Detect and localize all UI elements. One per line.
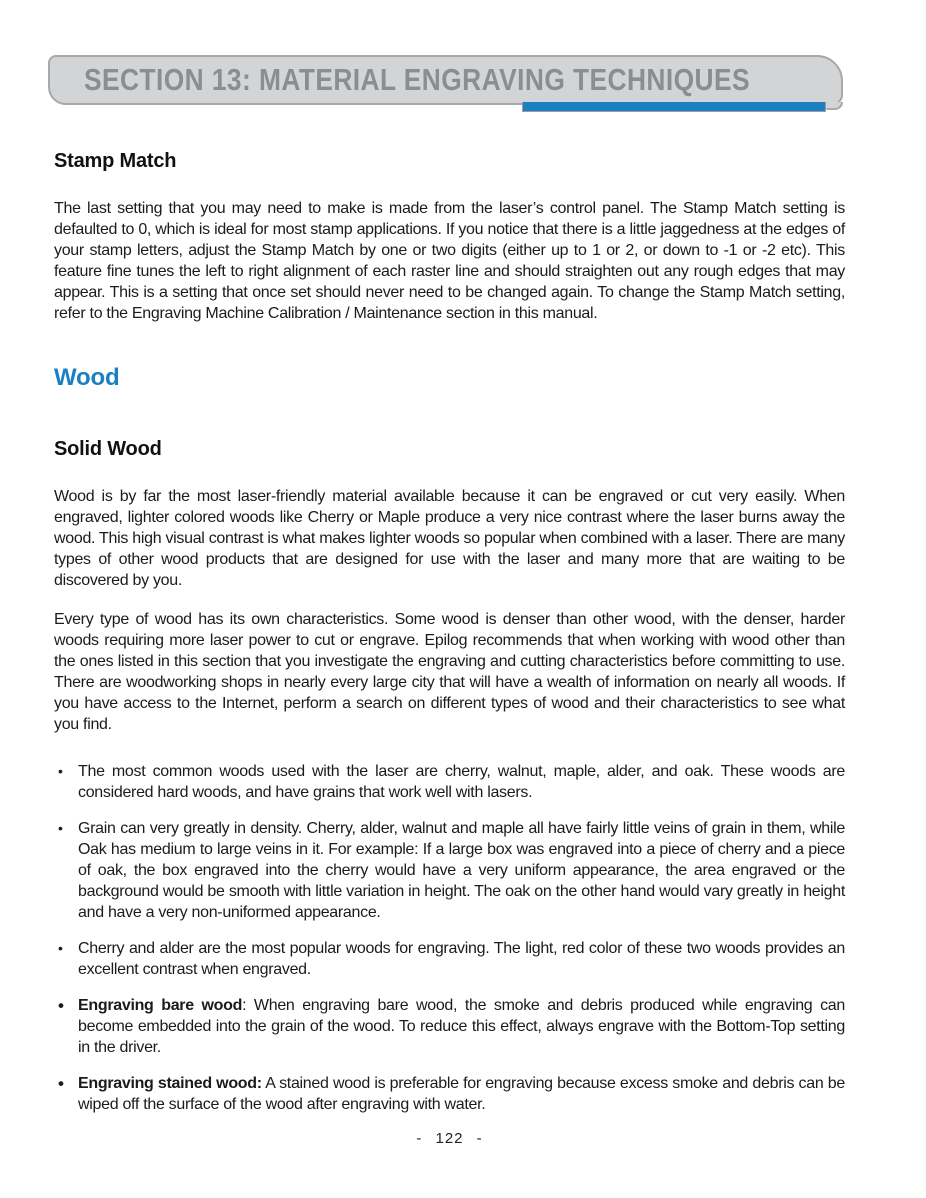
solid-wood-heading: Solid Wood [54,438,162,460]
list-item [54,1073,845,1115]
bullet-text: A stained wood is preferable for engraving because excess smoke and debris can be wiped off the surface of the wood after engraving with water. [78,1075,845,1113]
bullet-icon: • [58,940,63,956]
bullet-text: Cherry and alder are the most popular woods for engraving. The light, red color of these two woods provides an excellent contrast when engraved. [78,940,845,978]
bullet-icon: • [58,1074,64,1093]
solid-wood-paragraph-2: Every type of wood has its own characteristics. Some wood is denser than other wood, with the denser, harder woods requiring more laser power to cut or engrave. Epilog recommends that when working with wood other than the ones listed in this section that you investigate the engraving and cutting characteristics before committing to use. There are woodworking shops in nearly every large city that will have a wealth of information on nearly all woods. If you have access to the Internet, perform a search on different types of wood and their characteristics to see what you find. [54,611,845,733]
wood-bullet-list [54,761,845,1115]
wood-heading: Wood [54,364,120,391]
list-item [54,818,845,923]
section-banner-tail [826,102,843,110]
section-banner-accent-bar [522,102,826,112]
page-number: - 122 - [416,1130,483,1147]
bullet-text: The most common woods used with the laser are cherry, walnut, maple, alder, and oak. These woods are considered hard woods, and have grains that work well with lasers. [78,763,845,801]
solid-wood-paragraph-1: Wood is by far the most laser-friendly material available because it can be engraved or cut very easily. When engraved, lighter colored woods like Cherry or Maple produce a very nice contrast where the laser burns away the wood. This high visual contrast is what makes lighter woods so popular when combined with a laser. There are many types of other wood products that are designed for use with the laser and many more that are waiting to be discovered by you. [54,488,845,589]
bullet-text: Grain can very greatly in density. Cherry, alder, walnut and maple all have fairly little veins of grain in them, while Oak has medium to large veins in it. For example: If a large box was engraved into a piece of cherry and a piece of oak, the box engraved into the cherry would have a very uniform appearance, the area engraved or the background would be smooth with little variation in height. The oak on the other hand would vary greatly in height and have a very non-uniformed appearance. [78,820,845,921]
stamp-match-heading: Stamp Match [54,150,177,172]
list-item [54,761,845,803]
bullet-icon: • [58,763,63,779]
stamp-match-paragraph: The last setting that you may need to make is made from the laser’s control panel. The Stamp Match setting is defaulted to 0, which is ideal for most stamp applications. If you notice that there is a little jaggedness at the edges of your stamp letters, adjust the Stamp Match by one or two digits (either up to 1 or 2, or down to -1 or -2 etc). This feature fine tunes the left to right alignment of each raster line and should straighten out any rough edges that may appear. This is a setting that once set should never need to be changed again. To change the Stamp Match setting, refer to the Engraving Machine Calibration / Maintenance section in this manual. [54,200,845,322]
section-banner-title: SECTION 13: MATERIAL ENGRAVING TECHNIQUES [84,62,750,97]
bullet-icon: • [58,820,63,836]
list-item [54,995,845,1058]
list-item [54,938,845,980]
page-content [54,150,845,1115]
bullet-text: : When engraving bare wood, the smoke and debris produced while engraving can become embedded into the grain of the wood. To reduce this effect, always engrave with the Bottom-Top setting in the driver. [78,997,845,1056]
section-banner [48,55,843,105]
bullet-bold-lead: Engraving stained wood: [78,1075,262,1092]
bullet-bold-lead: Engraving bare wood [78,997,243,1014]
bullet-icon: • [58,996,64,1015]
